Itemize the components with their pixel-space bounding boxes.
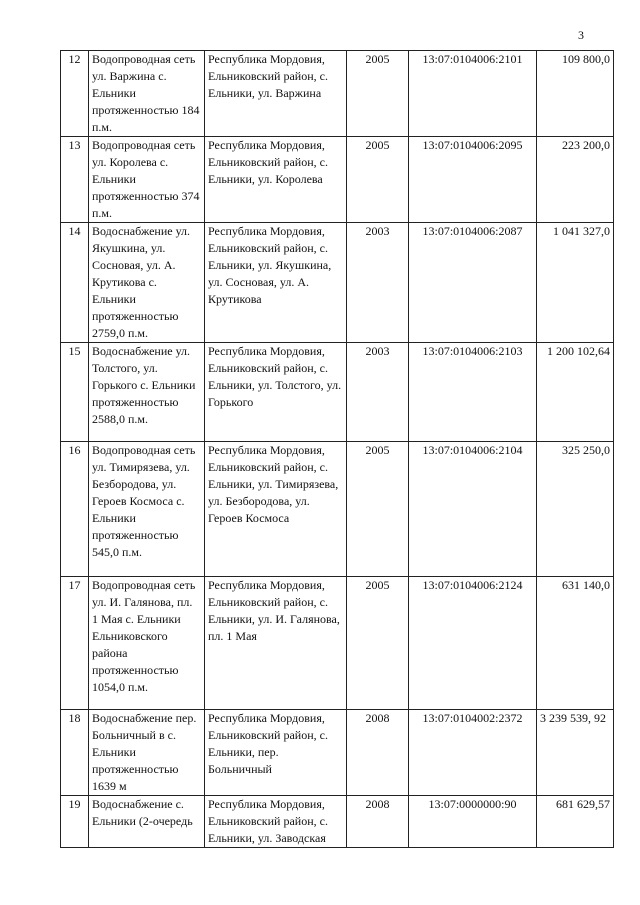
- row-number: 16: [61, 442, 89, 577]
- cadastral-number: 13:07:0000000:90: [409, 796, 537, 848]
- book-value: 109 800,0: [537, 51, 614, 137]
- commission-year: 2008: [347, 710, 409, 796]
- page-number: 3: [578, 28, 584, 42]
- book-value: 325 250,0: [537, 442, 614, 577]
- table-row: [61, 577, 614, 710]
- object-address: Республика Мордовия, Ельниковский район, с. Ельники, ул. Королева: [205, 137, 347, 223]
- object-name: Водопроводная сеть ул. Варжина с. Ельники протяженностью 184 п.м.: [89, 51, 205, 137]
- cadastral-number: 13:07:0104006:2104: [409, 442, 537, 577]
- row-number: 12: [61, 51, 89, 137]
- table-row: [61, 51, 614, 137]
- book-value: 1 200 102,64: [537, 343, 614, 442]
- book-value: 631 140,0: [537, 577, 614, 710]
- object-address: Республика Мордовия, Ельниковский район, с. Ельники, пер. Больничный: [205, 710, 347, 796]
- property-registry-table: [60, 50, 614, 848]
- object-address: Республика Мордовия, Ельниковский район, с. Ельники, ул. И. Галянова, пл. 1 Мая: [205, 577, 347, 710]
- object-address: Республика Мордовия, Ельниковский район, с. Ельники, ул. Якушкина, ул. Сосновая, ул. А. Крутикова: [205, 223, 347, 343]
- row-number: 14: [61, 223, 89, 343]
- cadastral-number: 13:07:0104006:2103: [409, 343, 537, 442]
- object-address: Республика Мордовия, Ельниковский район, с. Ельники, ул. Толстого, ул. Горького: [205, 343, 347, 442]
- book-value: 3 239 539, 92: [537, 710, 614, 796]
- object-name: Водоснабжение с. Ельники (2-очередь: [89, 796, 205, 848]
- commission-year: 2005: [347, 51, 409, 137]
- commission-year: 2005: [347, 577, 409, 710]
- cadastral-number: 13:07:0104006:2101: [409, 51, 537, 137]
- row-number: 15: [61, 343, 89, 442]
- commission-year: 2005: [347, 137, 409, 223]
- book-value: 1 041 327,0: [537, 223, 614, 343]
- row-number: 19: [61, 796, 89, 848]
- object-name: Водоснабжение пер. Больничный в с. Ельники протяженностью 1639 м: [89, 710, 205, 796]
- row-number: 13: [61, 137, 89, 223]
- commission-year: 2008: [347, 796, 409, 848]
- object-name: Водоснабжение ул. Толстого, ул. Горького с. Ельники протяженностью 2588,0 п.м.: [89, 343, 205, 442]
- row-number: 17: [61, 577, 89, 710]
- book-value: 223 200,0: [537, 137, 614, 223]
- cadastral-number: 13:07:0104006:2087: [409, 223, 537, 343]
- object-name: Водопроводная сеть ул. Королева с. Ельники протяженностью 374 п.м.: [89, 137, 205, 223]
- object-name: Водопроводная сеть ул. И. Галянова, пл. 1 Мая с. Ельники Ельниковского района протяженностью 1054,0 п.м.: [89, 577, 205, 710]
- table-row: [61, 223, 614, 343]
- table-row: [61, 796, 614, 848]
- commission-year: 2003: [347, 223, 409, 343]
- commission-year: 2003: [347, 343, 409, 442]
- table-row: [61, 710, 614, 796]
- commission-year: 2005: [347, 442, 409, 577]
- table-row: [61, 343, 614, 442]
- book-value: 681 629,57: [537, 796, 614, 848]
- object-name: Водоснабжение ул. Якушкина, ул. Сосновая, ул. А. Крутикова с. Ельники протяженностью 2759,0 п.м.: [89, 223, 205, 343]
- object-address: Республика Мордовия, Ельниковский район, с. Ельники, ул. Варжина: [205, 51, 347, 137]
- cadastral-number: 13:07:0104006:2124: [409, 577, 537, 710]
- object-address: Республика Мордовия, Ельниковский район, с. Ельники, ул. Заводская: [205, 796, 347, 848]
- object-address: Республика Мордовия, Ельниковский район, с. Ельники, ул. Тимирязева, ул. Безбородова, ул. Героев Космоса: [205, 442, 347, 577]
- row-number: 18: [61, 710, 89, 796]
- object-name: Водопроводная сеть ул. Тимирязева, ул. Безбородова, ул. Героев Космоса с. Ельники протяженностью 545,0 п.м.: [89, 442, 205, 577]
- table-row: [61, 137, 614, 223]
- cadastral-number: 13:07:0104006:2095: [409, 137, 537, 223]
- cadastral-number: 13:07:0104002:2372: [409, 710, 537, 796]
- table-row: [61, 442, 614, 577]
